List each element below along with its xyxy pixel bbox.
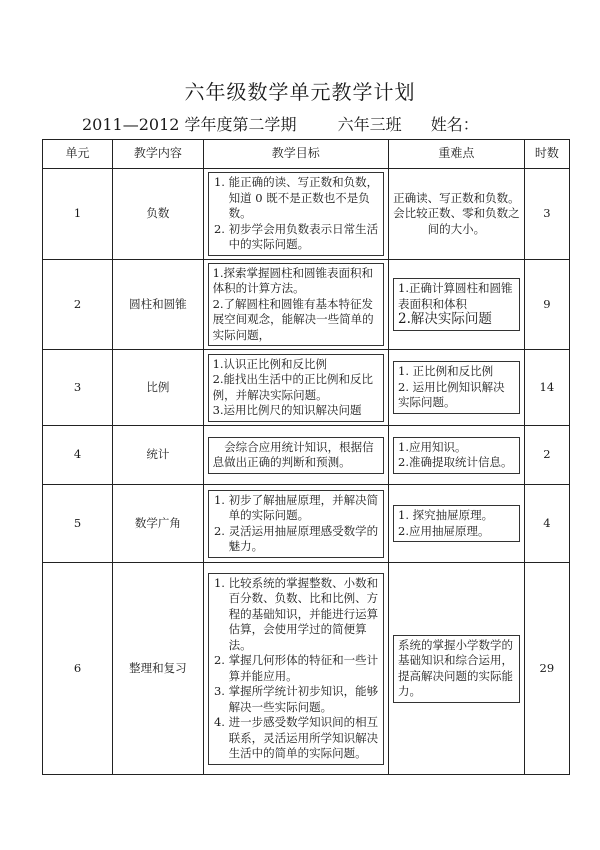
class-text: 六年三班: [337, 115, 402, 134]
key-point-item: 系统的掌握小学数学的基础知识和综合运用，提高解决问题的实际能力。: [398, 637, 514, 698]
objective-item: 1. 比较系统的掌握整数、小数和百分数、负数、比和比例、方程的基础知识，并能进行运算估算，会使用学过的简便算法。: [229, 576, 379, 654]
key-points-box: [393, 635, 520, 703]
header-objectives: 教学目标: [203, 140, 388, 169]
header-content: 教学内容: [113, 140, 203, 169]
cell-objectives: [203, 350, 388, 426]
key-point-item: 2. 运用比例知识解决实际问题。: [398, 379, 505, 410]
table-row: [43, 259, 570, 350]
objective-item: 3. 掌握所学统计初步知识，能够解决一些实际问题。: [229, 684, 379, 715]
cell-content: 圆柱和圆锥: [113, 259, 203, 350]
cell-objectives: [203, 169, 388, 260]
key-points-box: [393, 361, 520, 414]
header-hours: 时数: [524, 140, 569, 169]
objective-item: 2. 掌握几何形体的特征和一些计算并能应用。: [229, 653, 379, 684]
objective-item: 1. 初步了解抽屉原理，并解决简单的实际问题。: [229, 493, 379, 524]
cell-unit: 2: [43, 259, 113, 350]
name-label: 姓名：: [430, 115, 479, 134]
key-points-box: [393, 437, 520, 474]
objectives-box: [208, 573, 384, 765]
table-row: [43, 169, 570, 260]
objective-item: 1.认识正比例和反比例: [212, 356, 328, 371]
objective-item: 2.了解圆柱和圆锥有基本特征发展空间观念，能解决一些简单的实际问题，: [212, 296, 374, 342]
cell-unit: 4: [43, 426, 113, 485]
cell-content: 数学广角: [113, 485, 203, 563]
objectives-list: [213, 175, 379, 253]
key-point-item: 1. 探究抽屉原理。: [398, 508, 494, 522]
objective-item: 3.运用比例尺的知识解决问题: [212, 403, 362, 417]
objective-item: 会综合应用统计知识，根据信息做出正确的判断和预测。: [212, 439, 374, 469]
table-row: [43, 426, 570, 485]
objectives-list: [213, 576, 379, 762]
key-point-item: 1. 正比例和反比例: [398, 364, 494, 379]
teaching-plan-table: [42, 139, 570, 775]
key-points-box: [393, 278, 520, 331]
header-unit: 单元: [43, 140, 113, 169]
cell-hours: 2: [524, 426, 569, 485]
objective-item: 4. 进一步感受数学知识间的相互联系，灵活运用所学知识解决生活中的简单的实际问题。: [229, 715, 379, 762]
cell-objectives: [203, 259, 388, 350]
objectives-box: [208, 490, 384, 558]
cell-objectives: [203, 563, 388, 775]
cell-content: 统计: [113, 426, 203, 485]
term-text: 2011—2012 学年度第二学期: [82, 115, 297, 134]
objectives-box: [208, 172, 384, 256]
key-points-box: [393, 505, 520, 542]
subtitle-line: [82, 112, 479, 135]
cell-content: 整理和复习: [113, 563, 203, 775]
cell-hours: 14: [524, 350, 569, 426]
table-row: [43, 485, 570, 563]
key-point-item: 1.应用知识。: [398, 439, 467, 454]
cell-objectives: [203, 426, 388, 485]
cell-hours: 3: [524, 169, 569, 260]
key-point-item: 2.应用抽屉原理。: [398, 523, 490, 538]
cell-key-points: [389, 350, 525, 426]
cell-hours: 29: [524, 563, 569, 775]
objective-item: 1.探索掌握圆柱和圆锥表面积和体积的计算方法。: [212, 265, 374, 295]
cell-unit: 3: [43, 350, 113, 426]
cell-content: 比例: [113, 350, 203, 426]
cell-key-points: [389, 485, 525, 563]
cell-hours: 9: [524, 259, 569, 350]
objectives-box: [208, 437, 384, 474]
cell-unit: 1: [43, 169, 113, 260]
table-header-row: [43, 140, 570, 169]
cell-key-points: [389, 563, 525, 775]
cell-content: 负数: [113, 169, 203, 260]
objectives-list: [213, 493, 379, 555]
cell-objectives: [203, 485, 388, 563]
key-point-item: 2.解决实际问题: [398, 311, 492, 327]
objectives-box: [208, 354, 384, 422]
cell-unit: 5: [43, 485, 113, 563]
cell-key-points: [389, 169, 525, 260]
objectives-box: [208, 263, 384, 347]
key-point-item: 1.正确计算圆柱和圆锥表面积和体积: [398, 281, 513, 311]
header-key-points: 重难点: [389, 140, 525, 169]
objective-item: 2. 初步学会用负数表示日常生活中的实际问题。: [229, 222, 379, 253]
key-points-text: 正确读、写正数和负数。会比较正数、零和负数之间的大小。: [393, 190, 520, 236]
objective-item: 2. 灵活运用抽屉原理感受数学的魅力。: [229, 524, 379, 555]
table-row: [43, 350, 570, 426]
key-point-item: 2.准确提取统计信息。: [398, 455, 513, 469]
objective-item: 2.能找出生活中的正比例和反比例，并解决实际问题。: [212, 372, 374, 402]
cell-key-points: [389, 426, 525, 485]
cell-hours: 4: [524, 485, 569, 563]
cell-key-points: [389, 259, 525, 350]
cell-unit: 6: [43, 563, 113, 775]
page-title: 六年级数学单元教学计划: [184, 80, 416, 104]
table-row: [43, 563, 570, 775]
objective-item: 1. 能正确的读、写正数和负数，知道 0 既不是正数也不是负数。: [229, 175, 379, 222]
